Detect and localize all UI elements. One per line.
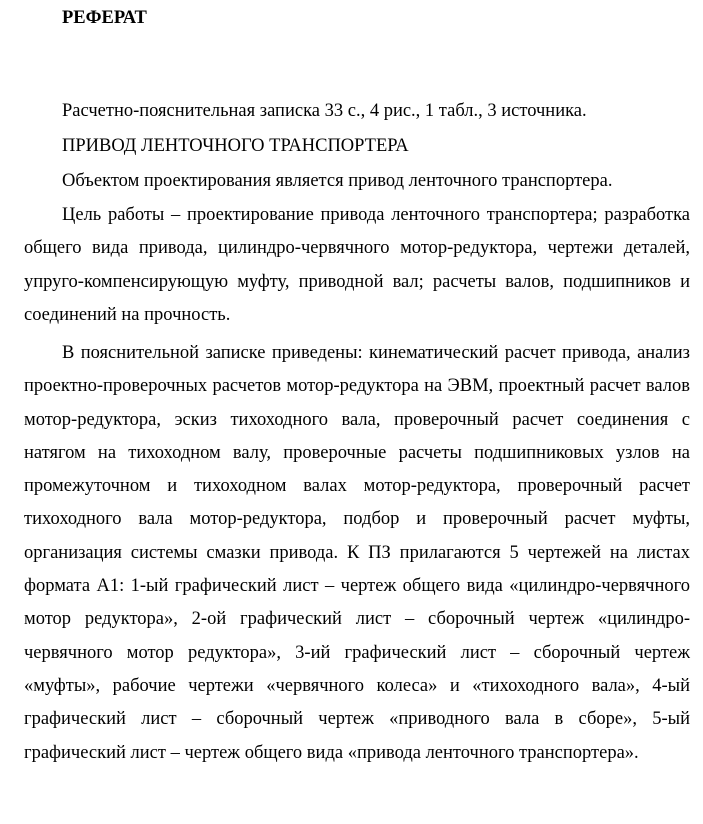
project-title: ПРИВОД ЛЕНТОЧНОГО ТРАНСПОРТЕРА	[62, 136, 409, 156]
object-line: Объектом проектирования является привод ленточного транспортера.	[62, 171, 613, 191]
abstract-heading: РЕФЕРАТ	[62, 8, 147, 28]
contents-paragraph: В пояснительной записке приведены: кинематический расчет привода, анализ проектно-проверочных расчетов мотор-редуктора на ЭВМ, проектный расчет валов мотор-редуктора, эскиз тихоходного вала, проверочный расчет соединения с натягом на тихоходном валу, проверочные расчеты подшипниковых узлов на промежуточном и тихоходном валах мотор-редуктора, проверочный расчет тихоходного вала мотор-редуктора, подбор и проверочный расчет муфты, организация системы смазки привода. К ПЗ прилагаются 5 чертежей на листах формата А1: 1-ый графический лист – чертеж общего вида «цилиндро-червячного мотор редуктора», 2-ой графический лист – сборочный чертеж «цилиндро-червячного мотор редуктора», 3-ий графический лист – сборочный чертеж «муфты», рабочие чертежи «червячного колеса» и «тихоходного вала», 4-ый графический лист – сборочный чертеж «приводного вала в сборе», 5-ый графический лист – чертеж общего вида «привода ленточного транспортера».	[24, 343, 690, 763]
goal-paragraph: Цель работы – проектирование привода ленточного транспортера; разработка общего вида привода, цилиндро-червячного мотор-редуктора, чертежи деталей, упруго-компенсирующую муфту, приводной вал; расчеты валов, подшипников и соединений на прочность.	[24, 205, 690, 325]
summary-line: Расчетно-пояснительная записка 33 с., 4 рис., 1 табл., 3 источника.	[62, 101, 587, 121]
